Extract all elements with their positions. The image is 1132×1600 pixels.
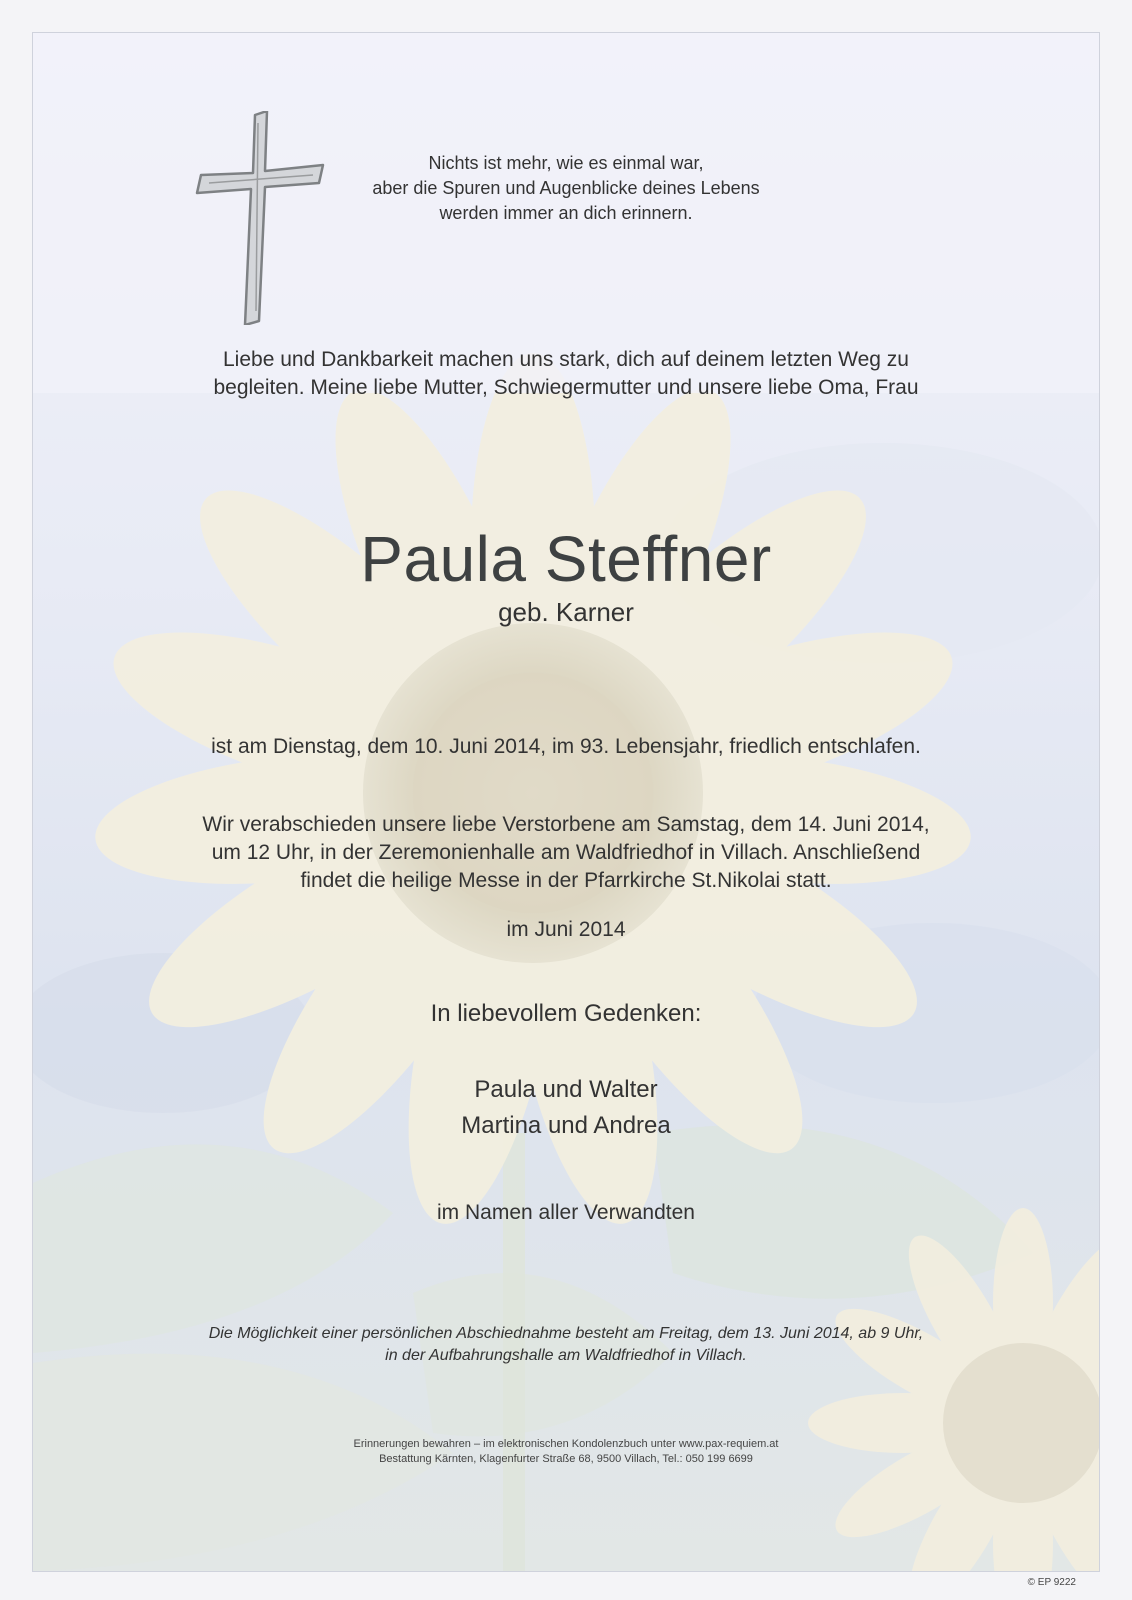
ceremony-line: Wir verabschieden unsere liebe Verstorbene am Samstag, dem 14. Juni 2014, [202,813,930,836]
death-notice: ist am Dienstag, dem 10. Juni 2014, im 93. Lebensjahr, friedlich entschlafen. [211,735,921,758]
relatives-note: im Namen aller Verwandten [437,1201,695,1224]
intro-line: begleiten. Meine liebe Mutter, Schwiegermutter und unsere liebe Oma, Frau [213,376,919,399]
verse-line: Nichts ist mehr, wie es einmal war, [428,153,704,173]
ceremony-line: um 12 Uhr, in der Zeremonienhalle am Waldfriedhof in Villach. Anschließend [211,841,921,864]
deceased-name: Paula Steffner [360,523,772,595]
funeral-home-footer [33,1437,1099,1467]
mourner-name: Martina und Andrea [461,1112,671,1139]
memory-heading: In liebevollem Gedenken: [430,1000,702,1027]
ceremony-line: findet die heilige Messe in der Pfarrkirche St.Nikolai statt. [300,869,832,892]
mourner-name: Paula und Walter [474,1076,658,1103]
intro-text [33,346,1099,402]
birth-name: geb. Karner [498,597,634,627]
viewing-line: Die Möglichkeit einer persönlichen Abschiednahme besteht am Freitag, dem 13. Juni 2014, ab 9 Uhr, [208,1325,924,1342]
footer-line: Bestattung Kärnten, Klagenfurter Straße 68, 9500 Villach, Tel.: 050 199 6699 [379,1453,753,1465]
viewing-note [33,1323,1099,1367]
ceremony-details [33,811,1099,895]
intro-line: Liebe und Dankbarkeit machen uns stark, dich auf deinem letzten Weg zu [222,348,909,371]
verse-line: werden immer an dich erinnern. [439,203,693,223]
verse-line: aber die Spuren und Augenblicke deines Lebens [372,178,760,198]
memorial-verse [33,151,1099,226]
print-code: © EP 9222 [1027,1577,1076,1588]
footer-line: Erinnerungen bewahren – im elektronischen Kondolenzbuch unter www.pax-requiem.at [353,1438,779,1450]
mourners-list [33,1072,1099,1144]
dateline: im Juni 2014 [506,918,626,941]
viewing-line: in der Aufbahrungshalle am Waldfriedhof in Villach. [385,1347,747,1364]
obituary-card [32,32,1100,1572]
